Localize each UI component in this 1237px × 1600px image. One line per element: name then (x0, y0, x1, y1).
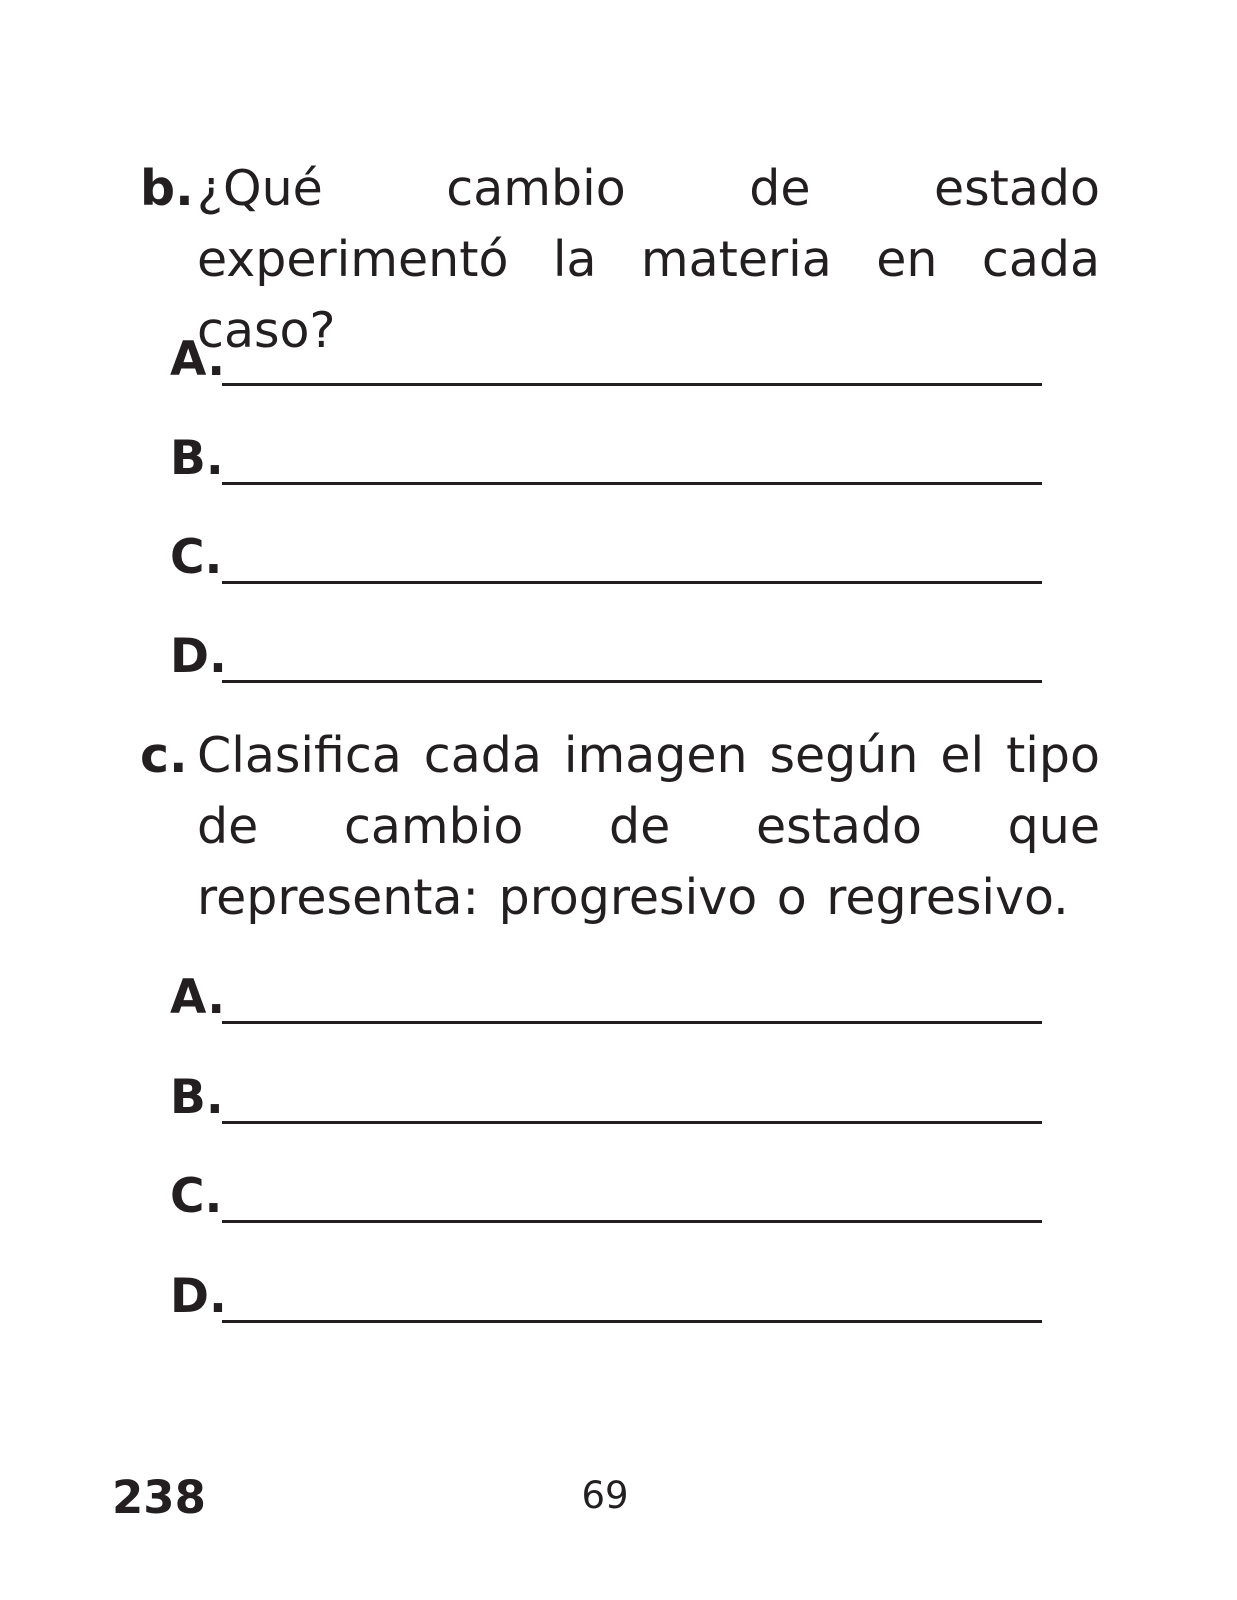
answer-label: C. (170, 530, 223, 585)
answer-line-b-b (170, 429, 1042, 489)
answer-blank[interactable] (222, 383, 1042, 386)
answer-label: A. (170, 332, 226, 387)
answer-line-c-d (170, 1267, 1042, 1327)
answer-line-b-d (170, 627, 1042, 687)
question-c (140, 720, 1100, 933)
answer-line-b-a (170, 330, 1042, 390)
question-b-marker: b. (140, 160, 194, 217)
answer-blank[interactable] (222, 1121, 1042, 1124)
answer-blank[interactable] (222, 482, 1042, 485)
answer-line-c-a (170, 968, 1042, 1028)
answer-label: D. (170, 1269, 227, 1324)
answer-blank[interactable] (222, 581, 1042, 584)
answer-label: C. (170, 1169, 223, 1224)
answer-line-c-c (170, 1167, 1042, 1227)
answer-label: B. (170, 431, 224, 486)
answer-line-b-c (170, 528, 1042, 588)
answer-line-c-b (170, 1068, 1042, 1128)
answer-blank[interactable] (222, 1220, 1042, 1223)
answer-blank[interactable] (222, 680, 1042, 683)
answer-label: B. (170, 1070, 224, 1125)
answer-blank[interactable] (222, 1320, 1042, 1323)
book-page-number: 238 (112, 1471, 206, 1524)
sheet-number: 69 (581, 1474, 629, 1517)
answer-label: D. (170, 629, 227, 684)
answer-blank[interactable] (222, 1021, 1042, 1024)
question-c-marker: c. (140, 727, 188, 784)
answer-label: A. (170, 970, 226, 1025)
question-b-text: ¿Qué cambio de estado experimentó la materia en cada caso? (197, 160, 1100, 359)
question-c-text: Clasifica cada imagen según el tipo de cambio de estado que representa: progresivo o regresivo. (197, 727, 1100, 926)
